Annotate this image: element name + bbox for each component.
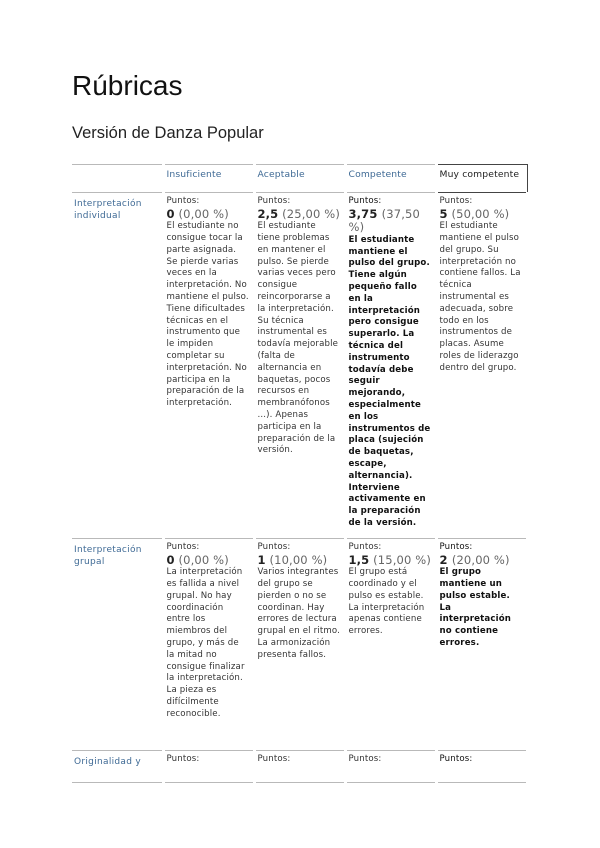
level-description: El estudiante tiene problemas en mantener el pulso. Se pierde varias veces pero consigue reincorporarse a la interpretación. Su técnica instrumental es todavía mejorable (falta de alternancia en baquetas, pocos recursos en membranófonos ...). Apenas participa en la preparación de la versión. <box>257 221 339 456</box>
points-percent: (37,50 %) <box>348 206 420 235</box>
points-label: Puntos: <box>439 196 473 206</box>
level-cell[interactable] <box>163 751 254 783</box>
rubric-row-interpretacion-individual <box>72 193 527 539</box>
points-percent: (10,00 %) <box>269 552 328 567</box>
header-aceptable: Aceptable <box>254 165 345 193</box>
level-cell[interactable] <box>345 539 436 751</box>
level-cell[interactable] <box>254 751 345 783</box>
header-muy-competente: Muy competente <box>436 165 527 193</box>
level-description: El estudiante mantiene el pulso del grupo. Su interpretación no contiene fallos. La técnica instrumental es adecuada, sobre todo en los instrumentos de placas. Asume roles de liderazgo dentro del grupo. <box>439 221 521 373</box>
page-title: Rúbricas <box>72 70 183 101</box>
points-label: Puntos: <box>166 542 200 552</box>
level-cell-selected[interactable] <box>436 751 527 783</box>
points-value: 2 <box>439 552 448 567</box>
section-subtitle: Versión de Danza Popular <box>72 124 264 142</box>
level-cell-selected[interactable] <box>345 193 436 539</box>
points-value: 2,5 <box>257 206 279 221</box>
points-label: Puntos: <box>257 754 291 764</box>
rubric-header-row <box>72 165 527 193</box>
header-insuficiente: Insuficiente <box>163 165 254 193</box>
level-description: Varios integrantes del grupo se pierden o no se coordinan. Hay errores de lectura grupal en el ritmo. La armonización presenta fallos. <box>257 567 340 660</box>
points-percent: (0,00 %) <box>178 552 229 567</box>
level-cell[interactable] <box>345 751 436 783</box>
rubric-row-interpretacion-grupal <box>72 539 527 751</box>
level-description: El estudiante mantiene el pulso del grupo. Tiene algún pequeño fallo en la interpretación pero consigue superarlo. La técnica del instrumento todavía debe seguir mejorando, especialmente en los instrumentos de placa (sujeción de baquetas, escape, alternancia). Interviene activamente en la preparación de la versión. <box>348 234 431 528</box>
points-label: Puntos: <box>439 754 473 764</box>
header-criterion-cell <box>72 165 163 193</box>
points-label: Puntos: <box>257 542 291 552</box>
level-description: El grupo mantiene un pulso estable. La interpretación no contiene errores. <box>439 567 512 649</box>
level-cell-selected[interactable] <box>436 539 527 751</box>
points-label: Puntos: <box>348 542 382 552</box>
header-competente: Competente <box>345 165 436 193</box>
points-value: 1,5 <box>348 552 370 567</box>
level-description: El estudiante no consigue tocar la parte asignada. Se pierde varias veces en la interpretación. No mantiene el pulso. Tiene dificultades técnicas en el instrumento que le impiden completar su interpretación. No participa en la preparación de la interpretación. <box>166 221 249 409</box>
points-percent: (20,00 %) <box>451 552 510 567</box>
points-value: 1 <box>257 552 266 567</box>
criterion-label: Interpretación individual <box>72 193 163 539</box>
points-percent: (0,00 %) <box>178 206 229 221</box>
criterion-label: Originalidad y <box>72 751 163 783</box>
points-value: 5 <box>439 206 448 221</box>
points-value: 3,75 <box>348 206 378 221</box>
criterion-label: Interpretación grupal <box>72 539 163 751</box>
points-label: Puntos: <box>348 754 382 764</box>
points-percent: (50,00 %) <box>451 206 510 221</box>
level-cell[interactable] <box>163 193 254 539</box>
rubric-row-originalidad <box>72 751 527 783</box>
points-label: Puntos: <box>166 754 200 764</box>
points-label: Puntos: <box>348 196 382 206</box>
rubric-table <box>72 164 529 783</box>
level-description: La interpretación es fallida a nivel grupal. No hay coordinación entre los miembros del grupo, y más de la mitad no consigue finalizar la interpretación. La pieza es difícilmente reconocible. <box>166 567 245 719</box>
level-description: El grupo está coordinado y el pulso es estable. La interpretación apenas contiene errores. <box>348 567 425 637</box>
level-cell[interactable] <box>436 193 527 539</box>
points-label: Puntos: <box>166 196 200 206</box>
points-percent: (25,00 %) <box>282 206 340 221</box>
points-label: Puntos: <box>257 196 291 206</box>
level-cell[interactable] <box>254 539 345 751</box>
level-cell[interactable] <box>163 539 254 751</box>
points-percent: (15,00 %) <box>373 552 431 567</box>
points-label: Puntos: <box>439 542 473 552</box>
level-cell[interactable] <box>254 193 345 539</box>
points-value: 0 <box>166 552 175 567</box>
points-value: 0 <box>166 206 175 221</box>
